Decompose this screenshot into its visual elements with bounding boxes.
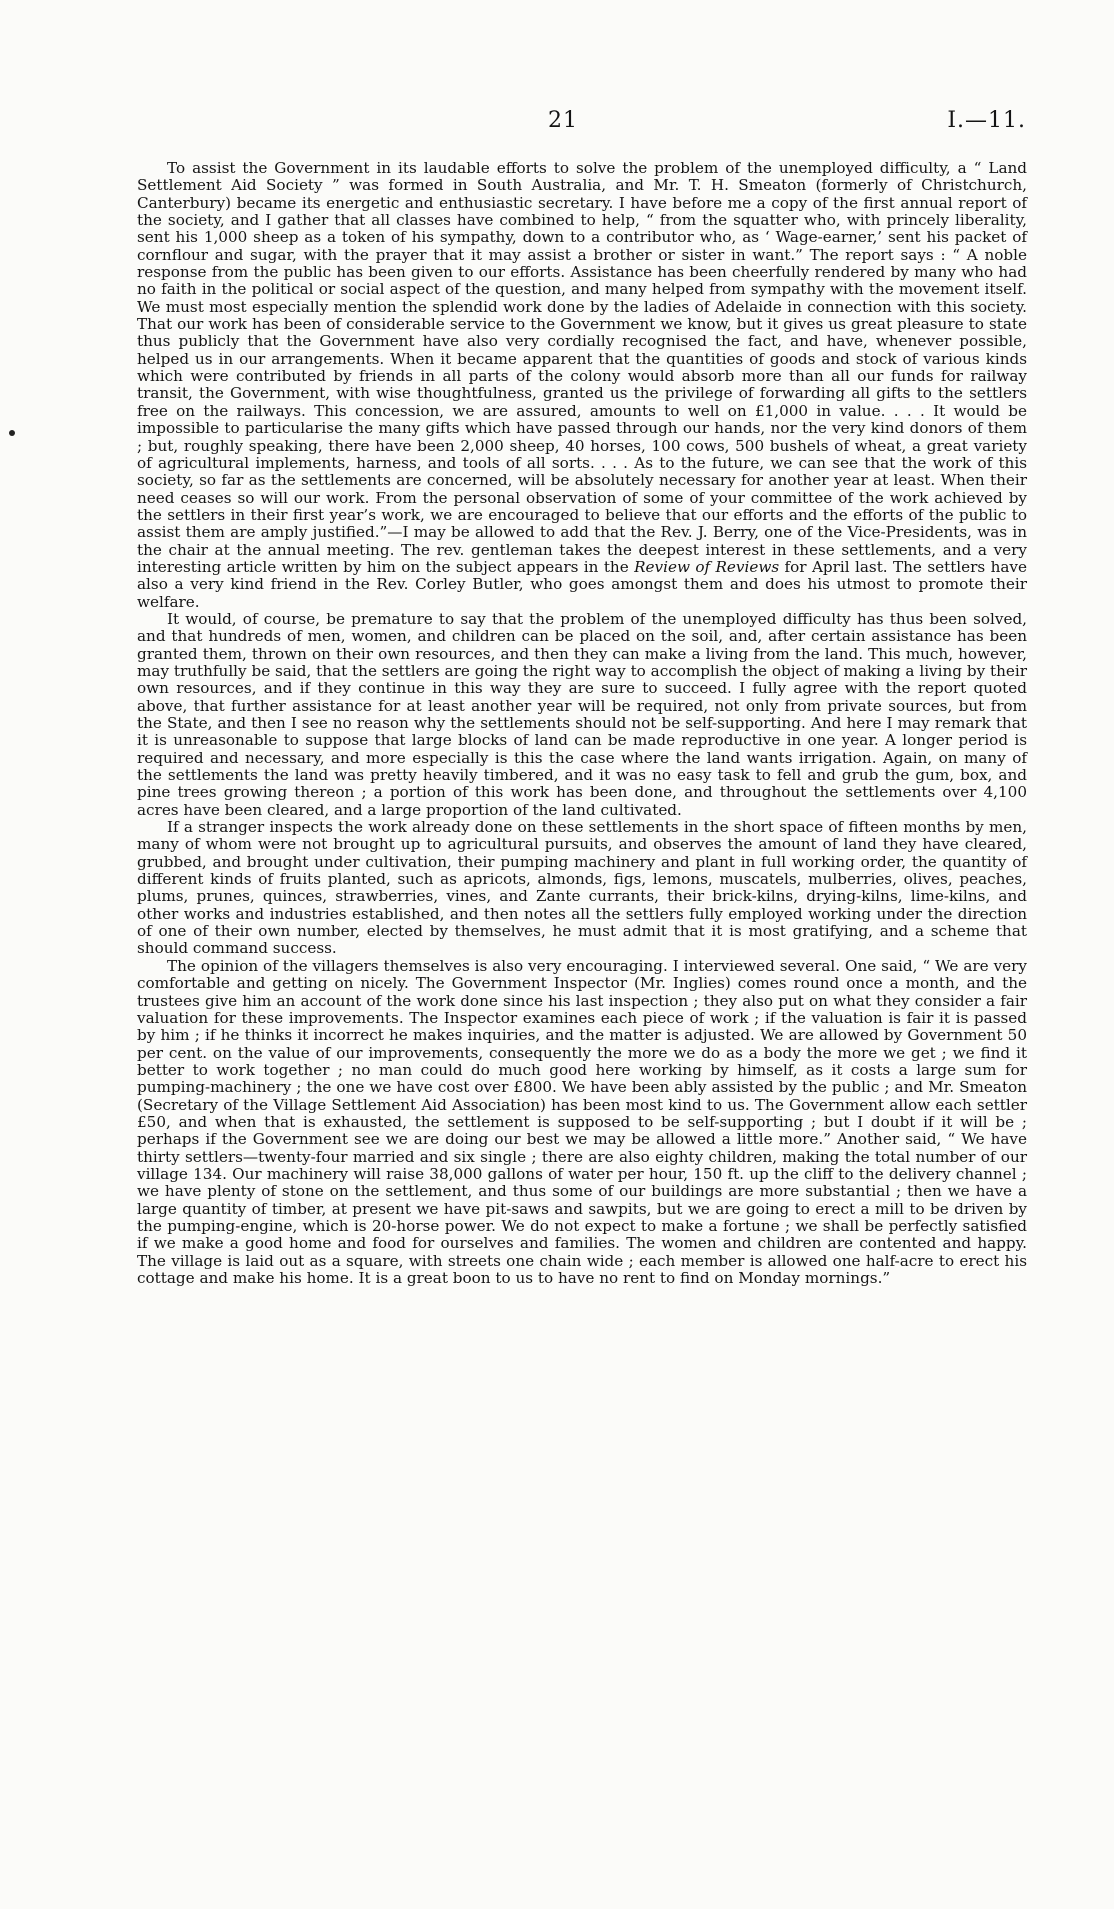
body-text [137,160,1027,1287]
page-number: 21 [548,108,578,133]
publication-title: Review of Reviews [634,557,780,576]
paragraph-stranger-inspects: If a stranger inspects the work already done on these settlements in the short space of fifteen months by men, many of whom were not brought up to agricultural pursuits, and observes the amount of land they have cleared, grubbed, and brought under cultivation, their pumping machinery and plant in full working order, the quantity of different kinds of fruits planted, such as apricots, almonds, figs, lemons, muscatels, mulberries, olives, peaches, plums, prunes, quinces, strawberries, vines, and Zante currants, their brick-kilns, drying-kilns, lime-kilns, and other works and industries established, and then notes all the settlers fully employed working under the direction of one of their own number, elected by themselves, he must admit that it is most gratifying, and a scheme that should command success. [137,818,1027,958]
paragraph-land-settlement-society [137,160,1027,611]
paragraph-unemployed-problem: It would, of course, be premature to say that the problem of the unemployed difficulty has thus been solved, and that hundreds of men, women, and children can be placed on the soil, and, after certain assistance has been granted them, thrown on their own resources, and then they can make a living from the land. This much, however, may truthfully be said, that the settlers are going the right way to accomplish the object of making a living by their own resources, and if they continue in this way they are sure to succeed. I fully agree with the report quoted above, that further assistance for at least another year will be required, not only from private sources, but from the State, and then I see no reason why the settlements should not be self-supporting. And here I may remark that it is unreasonable to suppose that large blocks of land can be made reproductive in one year. A longer period is required and necessary, and more especially is this the case where the land wants irrigation. Again, on many of the settlements the land was pretty heavily timbered, and it was no easy task to fell and grub the gum, box, and pine trees growing thereon ; a portion of this work has been done, and throughout the settlements over 4,100 acres have been cleared, and a large proportion of the land cultivated. [137,609,1027,819]
margin-mark [9,430,15,436]
paragraph-text: To assist the Government in its laudable efforts to solve the problem of the unemployed difficulty, a “ Land Settlement Aid Society ” was formed in South Australia, and Mr. T. H. Smeaton (formerly of Christchurch, Canterbury) became its energetic and enthusiastic secretary. I have before me a copy of the first annual report of the society, and I gather that all classes have combined to help, “ from the squatter who, with princely liberality, sent his 1,000 sheep as a token of his sympathy, down to a contributor who, as ‘ Wage-earner,’ sent his packet of cornflour and sugar, with the prayer that it may assist a brother or sister in want.” The report says : “ A noble response from the public has been given to our efforts. Assistance has been cheerfully rendered by many who had no faith in the political or social aspect of the question, and many helped from sympathy with the movement itself. We must most especially mention the splendid work done by the ladies of Adelaide in connection with this society. That our work has been of considerable service to the Government we know, but it gives us great pleasure to state thus publicly that the Government have also very cordially recognised the fact, and have, whenever possible, helped us in our arrangements. When it became apparent that the quantities of goods and stock of various kinds which were contributed by friends in all parts of the colony would absorb more than all our funds for railway transit, the Government, with wise thoughtfulness, granted us the privilege of forwarding all gifts to the settlers free on the railways. This concession, we are assured, amounts to well on £1,000 in value. . . . It would be impossible to particularise the many gifts which have passed through our hands, nor the very kind donors of them ; but, roughly speaking, there have been 2,000 sheep, 40 horses, 100 cows, 500 bushels of wheat, a great variety of agricultural implements, harness, and tools of all sorts. . . . As to the future, we can see that the work of this society, so far as the settlements are concerned, will be absolutely necessary for another year at least. When their need ceases so will our work. From the personal observation of some of your committee of the work achieved by the settlers in their first year’s work, we are encouraged to believe that our efforts and the efforts of the public to assist them are amply justified.”—I may be allowed to add that the Rev. J. Berry, one of the Vice-Presidents, was in the chair at the annual meeting. The rev. gentleman takes the deepest interest in these settlements, and a very interesting article written by him on the subject appears in the [137,159,1027,576]
paragraph-text-continued: for April last. The settlers have also a very kind friend in the Rev. Corley Butler, who goes amongst them and does his utmost to promote their welfare. [137,557,1027,611]
page-header [0,108,1114,138]
paragraph-villagers-opinion: The opinion of the villagers themselves is also very encouraging. I interviewed several. One said, “ We are very comfortable and getting on nicely. The Government Inspector (Mr. Inglies) comes round once a month, and the trustees give him an account of the work done since his last inspection ; they also put on what they consider a fair valuation for these improvements. The Inspector examines each piece of work ; if the valuation is fair it is passed by him ; if he thinks it incorrect he makes inquiries, and the matter is adjusted. We are allowed by Government 50 per cent. on the value of our improvements, consequently the more we do as a body the more we get ; we find it better to work together ; no man could do much good here working by himself, as it costs a large sum for pumping-machinery ; the one we have cost over £800. We have been ably assisted by the public ; and Mr. Smeaton (Secretary of the Village Settlement Aid Association) has been most kind to us. The Government allow each settler £50, and when that is exhausted, the settlement is supposed to be self-supporting ; but I doubt if it will be ; perhaps if the Government see we are doing our best we may be allowed a little more.” Another said, “ We have thirty settlers—twenty-four married and six single ; there are also eighty children, making the total number of our village 134. Our machinery will raise 38,000 gallons of water per hour, 150 ft. up the cliff to the delivery channel ; we have plenty of stone on the settlement, and thus some of our buildings are more substantial ; then we have a large quantity of timber, at present we have pit-saws and sawpits, but we are going to erect a mill to be driven by the pumping-engine, which is 20-horse power. We do not expect to make a fortune ; we shall be perfectly satisfied if we make a good home and food for ourselves and families. The women and children are contented and happy. The village is laid out as a square, with streets one chain wide ; each member is allowed one half-acre to erect his cottage and make his home. It is a great boon to us to have no rent to find on Monday mornings.” [137,956,1027,1287]
paper-reference: I.—11. [947,108,1026,133]
